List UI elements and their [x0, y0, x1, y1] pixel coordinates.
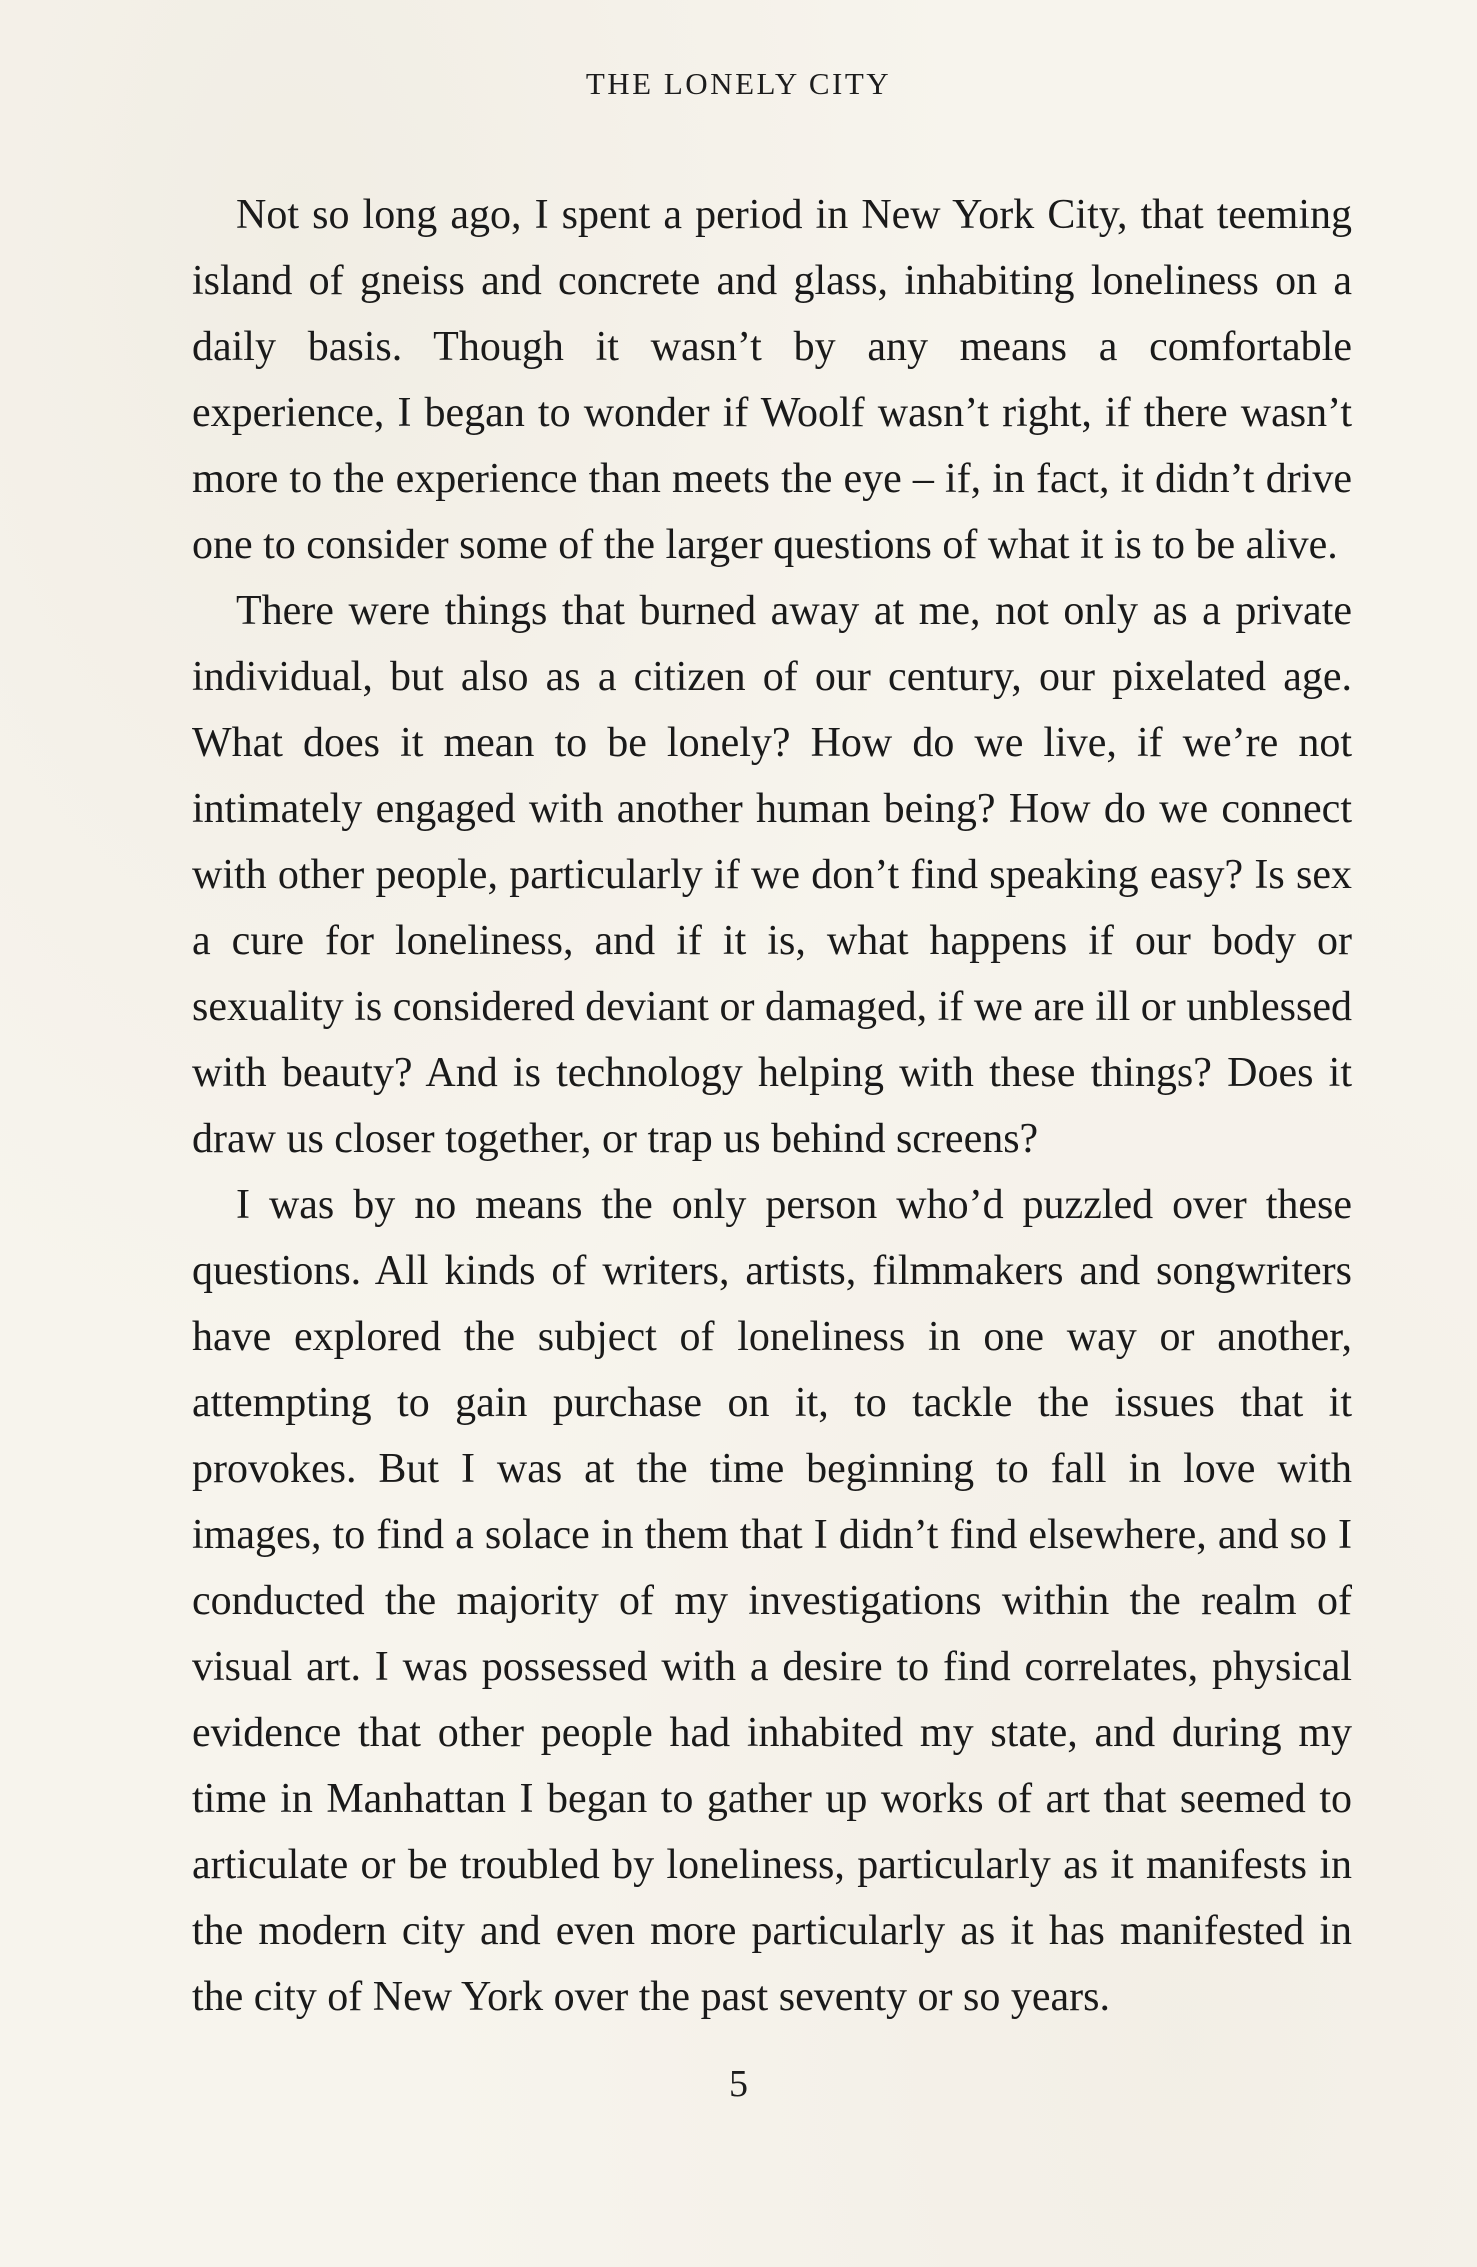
body-text	[192, 182, 1352, 2030]
page-number: 5	[729, 2063, 748, 2105]
paragraph-1: Not so long ago, I spent a period in New York City, that teeming island of gneiss and concrete and glass, inhabiting loneliness on a daily basis. Though it wasn’t by any means a comfortable experience, I began to wonder if Woolf wasn’t right, if there wasn’t more to the experience than meets the eye – if, in fact, it didn’t drive one to consider some of the larger questions of what it is to be alive.	[192, 192, 1352, 568]
paragraph-3: I was by no means the only person who’d puzzled over these questions. All kinds of writers, artists, filmmakers and songwriters have explored the subject of loneliness in one way or another, attempting to gain purchase on it, to tackle the issues that it provokes. But I was at the time beginning to fall in love with images, to find a solace in them that I didn’t find elsewhere, and so I conducted the majority of my investigations within the realm of visual art. I was possessed with a desire to find correlates, physical evidence that other people had inhabited my state, and during my time in Manhattan I began to gather up works of art that seemed to articulate or be troubled by loneliness, particularly as it manifests in the modern city and even more particularly as it has manifested in the city of New York over the past seventy or so years.	[192, 1182, 1352, 2020]
running-head-title: THE LONELY CITY	[585, 66, 892, 101]
paragraph-2: There were things that burned away at me, not only as a private individual, but also as a citizen of our century, our pixelated age. What does it mean to be lonely? How do we live, if we’re not intimately engaged with another human being? How do we connect with other people, particularly if we don’t find speaking easy? Is sex a cure for loneliness, and if it is, what happens if our body or sexuality is considered deviant or damaged, if we are ill or unblessed with beauty? And is technology helping with these things? Does it draw us closer together, or trap us behind screens?	[192, 588, 1352, 1162]
